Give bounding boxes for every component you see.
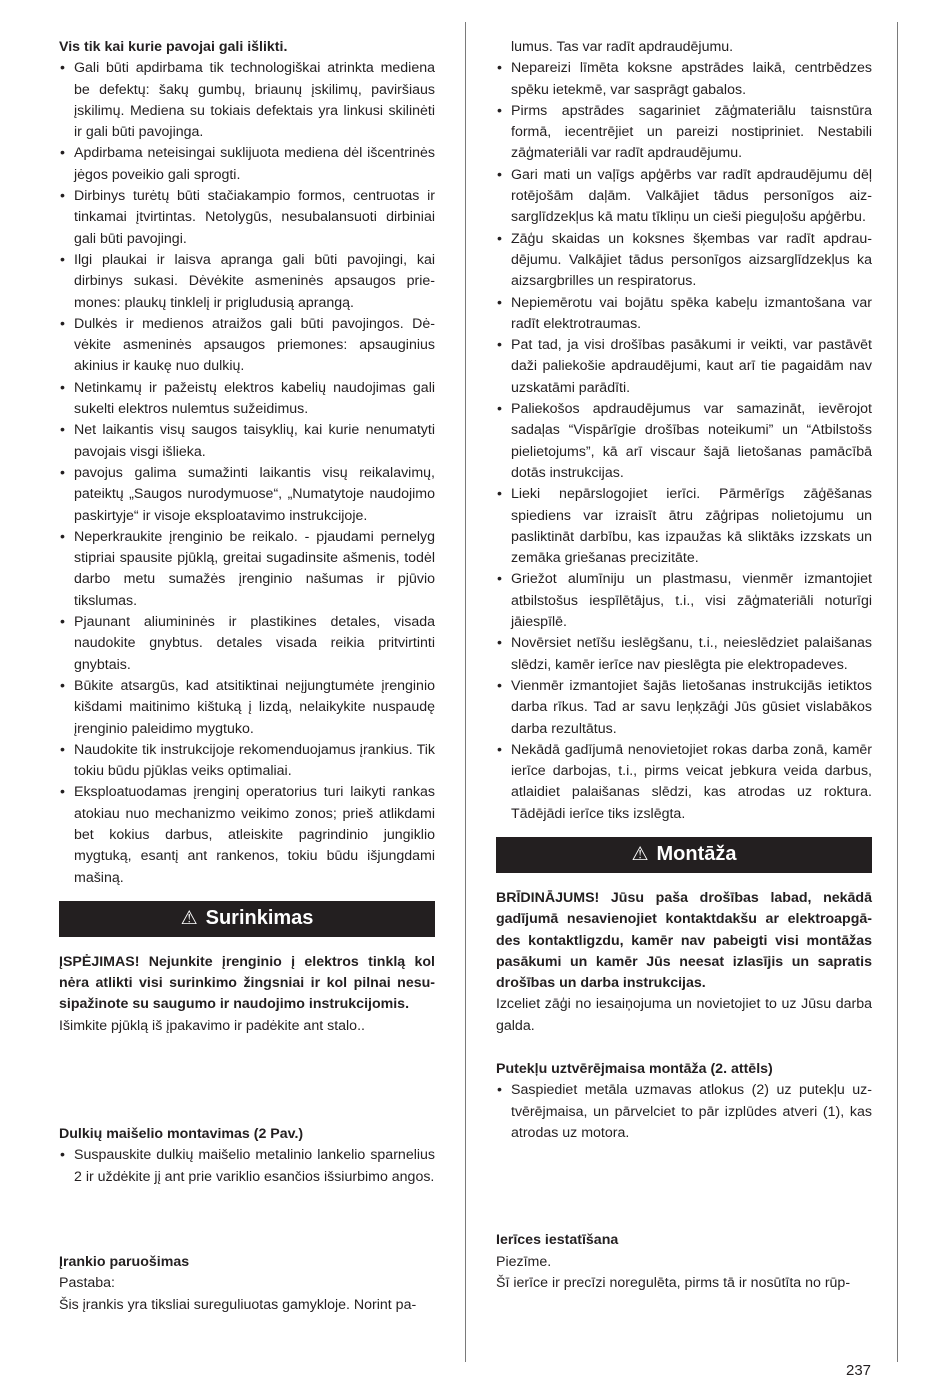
dust-bag-heading-lv: Putekļu uztvērējmaisa montāža (2. attēls) bbox=[496, 1061, 773, 1078]
list-item: • Gali būti apdirbama tik technologiškai atrinkta mediena be defektų: šakų gumbų, briaunų įskilimų, paviršiaus įskilimų. Mediena su tokiais defektais yra linkusi skilinėti ir gali būti pavojinga. bbox=[59, 58, 435, 143]
dust-bag-list bbox=[59, 1145, 435, 1188]
list-item: • Novērsiet netīšu ieslēgšanu, t.i., neieslēdziet palaišanas slēdzi, kamēr ierīce nav pieslēgta pie elektropadeves. bbox=[496, 633, 872, 676]
warning-triangle-icon: ⚠ bbox=[180, 908, 198, 930]
right-column bbox=[496, 37, 872, 1294]
section-banner-title: Montāža bbox=[656, 843, 737, 866]
section-banner-title: Surinkimas bbox=[205, 907, 314, 930]
list-item: • Nepareizi līmēta koksne apstrādes laikā, centrbēdzes spēku ietekmē, var sasprāgt gabalos. bbox=[496, 58, 872, 101]
tool-preparation-heading: Įrankio paruošimas bbox=[59, 1253, 190, 1270]
residual-risks-list-lv bbox=[496, 58, 872, 825]
list-item: • Suspauskite dulkių maišelio metalinio lankelio sparnelius 2 ir uždėkite jį ant prie variklio esančios išsiurbimo angos. bbox=[59, 1145, 435, 1188]
section-banner-assembly-lv bbox=[496, 837, 872, 873]
warning-triangle-icon: ⚠ bbox=[631, 844, 649, 866]
list-item: • Pat tad, ja visi drošības pasākumi ir veikti, var pastāvēt daži paliekošie apdraudējumi, kaut arī tie pagaidām nav uzskatāmi parādīti. bbox=[496, 335, 872, 399]
list-item: • Lieki nepārslogojiet ierīci. Pārmērīgs zāģēšanas spiediens var izraisīt ātru zāģripas nolietojumu un pasliktināt darbību, kas izpaužas kā sliktāks izzskats un zemāka griešanas precizitāte. bbox=[496, 484, 872, 569]
residual-risks-heading: Vis tik kai kurie pavojai gali išlikti. bbox=[59, 39, 288, 55]
page-number: 237 bbox=[846, 1362, 872, 1379]
list-item: • Neperkraukite įrenginio be reikalo. - pjaudami pernelyg stipriai spausite pjūklą, greitai sugadinsite ašmenis, todėl darbo metu sumažės įrenginio našumas ir pjūvio tikslumas. bbox=[59, 527, 435, 612]
left-column-divider bbox=[465, 22, 466, 1362]
note-text: Šis įrankis yra tiksliai sureguliuotas gamykloje. Norint pa- bbox=[59, 1296, 417, 1313]
list-item: • Dirbinys turėtų būti stačiakampio formos, centruotas ir tinkamai įtvirtintas. Netolygūs, nesubalansuoti dirbiniai gali būti pavojingi. bbox=[59, 186, 435, 250]
residual-risks-list bbox=[59, 58, 435, 889]
list-item: • Pjaunant aliumininės ir plastikines detales, visada naudokite gnybtus. detales visada reikia pritvirtinti gnybtais. bbox=[59, 612, 435, 676]
left-column bbox=[59, 37, 435, 1316]
list-item: • Gari mati un vaļīgs apģērbs var radīt apdraudējumu dēļ rotējošām daļām. Valkājiet tādus personīgos aizsarglīdzekļus kā matu tīkliņu un cieši pieguļošu apģērbu. bbox=[496, 165, 872, 229]
assembly-warning-lv: BRĪDINĀJUMS! Jūsu paša drošības labad, nekādā gadījumā nesavienojiet kontaktdakšu ar elektroapgādes kontaktligzdu, kamēr nav pabeigti visi montāžas pasākumi un kamēr Jūs neesat izlasījis un sapratis drošības un darba instrukcijas. bbox=[496, 889, 872, 992]
list-item: • Paliekošos apdraudējumus var samazināt, ievērojot sadaļas “Vispārīgie drošības noteikumi” un “Atbilstošs pielietojums”, kā arī viscaur šajā lietošanas pamācībā dotās instrukcijas. bbox=[496, 399, 872, 484]
right-margin-rule bbox=[897, 22, 898, 1362]
list-item: • Saspiediet metāla uzmavas atlokus (2) uz putekļu uztvērējmaisa, un pārvelciet to pār izplūdes atveri (1), kas atrodas uz motora. bbox=[496, 1080, 872, 1144]
list-item: • Būkite atsargūs, kad atsitiktinai neįjungtumėte įrenginio kišdami maitinimo kištuką į lizdą, nelaikykite nuspaudę įrenginio paleidimo mygtuko. bbox=[59, 676, 435, 740]
list-item: • Nepiemērotu vai bojātu spēka kabeļu izmantošana var radīt elektrotraumas. bbox=[496, 293, 872, 336]
list-item: • Nekādā gadījumā nenovietojiet rokas darba zonā, kamēr ierīce darbojas, t.i., pirms veicat jebkura veida darbus, atlaidiet palaišanas slēdzi, kas atrodas uz roktura. Tādējādi ierīce tiks izslēgta. bbox=[496, 740, 872, 825]
list-item: • Apdirbama neteisingai suklijuota mediena dėl išcentrinės jėgos poveikio gali sprogti. bbox=[59, 143, 435, 186]
section-banner-assembly bbox=[59, 901, 435, 937]
list-item: • Zāģu skaidas un koksnes šķembas var radīt apdraudējumu. Valkājiet tādus personīgos aizsarglīdzekļus ka aizsargbrilles un respiratorus. bbox=[496, 229, 872, 293]
dust-bag-list-lv bbox=[496, 1080, 872, 1144]
note-label-lv: Piezīme. bbox=[496, 1253, 552, 1270]
list-item: • Eksploatuodamas įrenginį operatorius turi laikyti rankas atokiau nuo mechanizmo veikimo zonos; prieš atlikdami bet kokius darbus, atleiskite pagrindinio jungiklio mygtuką, esantį ant rankenos, tokiu būdu išjungdami mašiną. bbox=[59, 782, 435, 888]
assembly-instruction: Išimkite pjūklą iš įpakavimo ir padėkite ant stalo.. bbox=[59, 1017, 365, 1034]
note-text-lv: Šī ierīce ir precīzi noregulēta, pirms tā ir nosūtīta no rūp- bbox=[496, 1274, 851, 1291]
assembly-instruction-lv: Izceliet zāģi no iesaiņojuma un novietojiet to uz Jūsu darba galda. bbox=[496, 996, 872, 1034]
dust-bag-heading: Dulkių maišelio montavimas (2 Pav.) bbox=[59, 1126, 304, 1143]
list-item: • Pirms apstrādes sagariniet zāģmateriālu taisnstūra formā, iecentrējiet un pareizi nostipriniet. Nestabili zāģmateriāli var radīt apdraudējumu. bbox=[496, 101, 872, 165]
list-item: • Vienmēr izmantojiet šajās lietošanas instrukcijās ietiktos darba rīkus. Tad ar savu leņķzāģi Jūs gūsiet vislabākos darba rezultātus. bbox=[496, 676, 872, 740]
list-item: • Ilgi plaukai ir laisva apranga gali būti pavojingi, kai dirbinys sukasi. Dėvėkite asmeninės apsaugos priemones: plaukų tinklelį ir prigludusią aprangą. bbox=[59, 250, 435, 314]
list-item: • pavojus galima sumažinti laikantis visų reikalavimų, pateiktų „Saugos nurodymuose“, „Numatytoje naudojimo paskirtyje“ ir visoje eksploatavimo instrukcijoje. bbox=[59, 463, 435, 527]
assembly-warning: ĮSPĖJIMAS! Nejunkite įrenginio į elektros tinklą kol nėra atlikti visi surinkimo žingsniai ir kol pilnai nesusipažinote su saugumo ir naudojimo instrukcijomis. bbox=[59, 953, 435, 1013]
list-item: • Dulkės ir medienos atraižos gali būti pavojingos. Dėvėkite asmeninės apsaugos priemones: apsauginius akinius ir kaukę nuo dulkių. bbox=[59, 314, 435, 378]
list-item: • Griežot alumīniju un plastmasu, vienmēr izmantojiet atbilstošus iespīlētājus, t.i., visi zāģmateriāli noturīgi jāiespīlē. bbox=[496, 569, 872, 633]
list-item: • Naudokite tik instrukcijoje rekomenduojamus įrankius. Tik tokiu būdu pjūklas veiks optimaliai. bbox=[59, 740, 435, 783]
continued-text: lumus. Tas var radīt apdraudējumu. bbox=[511, 39, 734, 55]
list-item: • Netinkamų ir pažeistų elektros kabelių naudojimas gali sukelti elektros nulemtus sužeidimus. bbox=[59, 378, 435, 421]
note-label: Pastaba: bbox=[59, 1275, 116, 1292]
list-item: • Net laikantis visų saugos taisyklių, kai kurie nenumatyti pavojais visgi išlieka. bbox=[59, 420, 435, 463]
device-setup-heading: Ierīces iestatīšana bbox=[496, 1232, 619, 1249]
